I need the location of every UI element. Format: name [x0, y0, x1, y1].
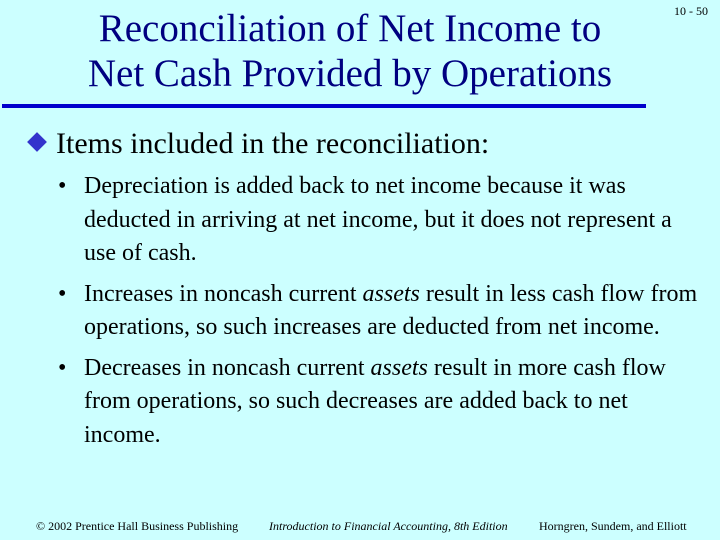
bullet-text-end: result in less cash flow from operations, so such increases are deducted from net income.: [84, 280, 698, 340]
slide-title-line-1: Reconciliation of Net Income to: [98, 7, 602, 50]
bullet-dot-icon: •: [58, 280, 67, 307]
footer-authors: Horngren, Sundem, and Elliott: [539, 519, 687, 533]
footer-book-title: Introduction to Financial Accounting, 8th Edition: [269, 519, 508, 533]
bullet-text-end: result in more cash flow from operations, so such decreases are added back to net income.: [84, 354, 666, 448]
section-heading: [24, 126, 489, 162]
bullet-emphasis: assets: [362, 280, 420, 307]
bullet-item-decreases: [58, 352, 706, 453]
section-heading-text: Items included in the reconciliation:: [56, 127, 490, 160]
bullet-emphasis: assets: [370, 354, 428, 381]
slide-number: 10 - 50: [674, 4, 708, 18]
diamond-bullet-icon: [27, 132, 47, 152]
slide-title: [30, 6, 670, 96]
bullet-text-start: Decreases in noncash current: [84, 354, 371, 381]
bullet-item-depreciation: [58, 170, 706, 271]
slide-title-line-2: Net Cash Provided by Operations: [87, 52, 613, 95]
bullet-dot-icon: •: [58, 354, 67, 381]
bullet-text: Depreciation is added back to net income because it was deducted in arriving at net income, but it does not represent a use of cash.: [84, 173, 672, 266]
bullet-text-start: Increases in noncash current: [84, 280, 363, 307]
bullet-dot-icon: •: [58, 173, 67, 199]
bullet-list: [58, 170, 706, 459]
title-underline-divider: [2, 104, 646, 108]
footer-copyright: © 2002 Prentice Hall Business Publishing: [36, 519, 239, 533]
bullet-item-increases: [58, 278, 706, 345]
